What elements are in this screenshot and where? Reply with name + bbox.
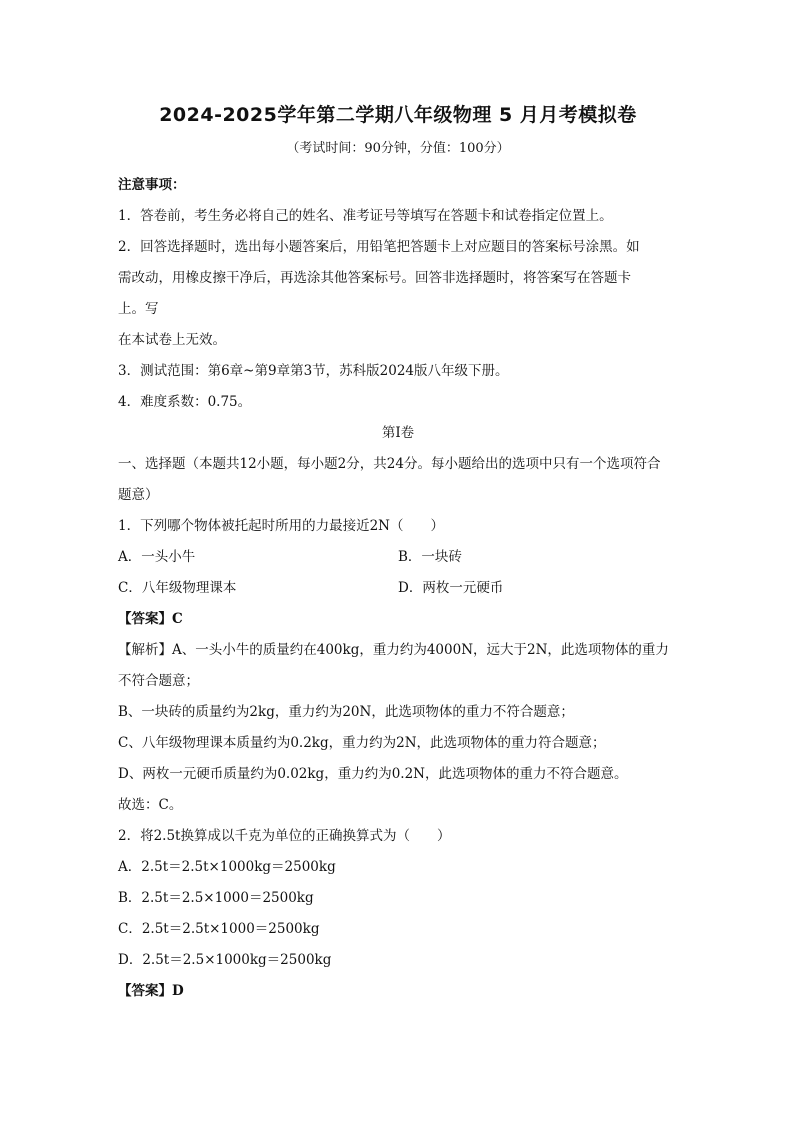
q2-answer: 【答案】D: [118, 983, 184, 999]
notice-item: 2．回答选择题时，选出每小题答案后，用铅笔把答题卡上对应题目的答案标号涂黑。如: [118, 239, 640, 255]
question-1-options-row-2: [118, 573, 678, 604]
exam-page: [118, 100, 678, 1007]
question-1-stem: 1．下列哪个物体被托起时所用的力最接近2N（ ）: [118, 518, 444, 534]
part-one-heading: 一、选择题（本题共12小题，每小题2分，共24分。每小题给出的选项中只有一个选项符合: [118, 456, 661, 472]
notice-item: 在本试卷上无效。: [118, 332, 226, 348]
q1-option-d: D．两枚一元硬币: [398, 580, 504, 596]
q1-analysis-line: 不符合题意；: [118, 673, 199, 689]
q1-option-a: A．一头小牛: [118, 549, 196, 565]
notice-heading: 注意事项：: [118, 177, 186, 193]
question-2-stem: 2．将2.5t换算成以千克为单位的正确换算式为（ ）: [118, 828, 451, 844]
q1-analysis-line: 故选：C。: [118, 797, 183, 813]
section-title: 第Ⅰ卷: [381, 425, 415, 441]
notice-item: 1．答卷前，考生务必将自己的姓名、准考证号等填写在答题卡和试卷指定位置上。: [118, 208, 613, 224]
q2-option-b: B．2.5t＝2.5×1000＝2500kg: [118, 890, 314, 906]
q2-option-c: C．2.5t＝2.5t×1000＝2500kg: [118, 921, 320, 937]
notice-item: 4．难度系数：0.75。: [118, 394, 252, 410]
q2-option-a: A．2.5t＝2.5t×1000kg＝2500kg: [118, 859, 336, 875]
question-1-options-row-1: [118, 542, 678, 573]
q1-option-b: B．一块砖: [398, 549, 462, 565]
q1-analysis-line: 【解析】A、一头小牛的质量约在400kg，重力约为4000N，远大于2N，此选项物体的重力: [118, 642, 669, 658]
q1-analysis-line: D、两枚一元硬币质量约为0.02kg，重力约为0.2N，此选项物体的重力不符合题意。: [118, 766, 628, 782]
q1-analysis-line: C、八年级物理课本质量约为0.2kg，重力约为2N，此选项物体的重力符合题意；: [118, 735, 606, 751]
notice-item: 3．测试范围：第6章~第9章第3节，苏科版2024版八年级下册。: [118, 363, 509, 379]
q1-analysis-line: B、一块砖的质量约为2kg，重力约为20N，此选项物体的重力不符合题意；: [118, 704, 574, 720]
part-one-heading-cont: 题意）: [118, 487, 159, 503]
q2-option-d: D．2.5t＝2.5×1000kg＝2500kg: [118, 952, 332, 968]
exam-title: 2024-2025学年第二学期八年级物理 5 月月考模拟卷: [159, 104, 637, 126]
exam-subtitle: （考试时间：90分钟，分值：100分）: [286, 141, 510, 156]
q1-option-c: C．八年级物理课本: [118, 580, 237, 596]
q1-answer: 【答案】C: [118, 611, 183, 627]
notice-item: 需改动，用橡皮擦干净后，再选涂其他答案标号。回答非选择题时，将答案写在答题卡: [118, 270, 631, 286]
notice-item: 上。写: [118, 301, 159, 317]
